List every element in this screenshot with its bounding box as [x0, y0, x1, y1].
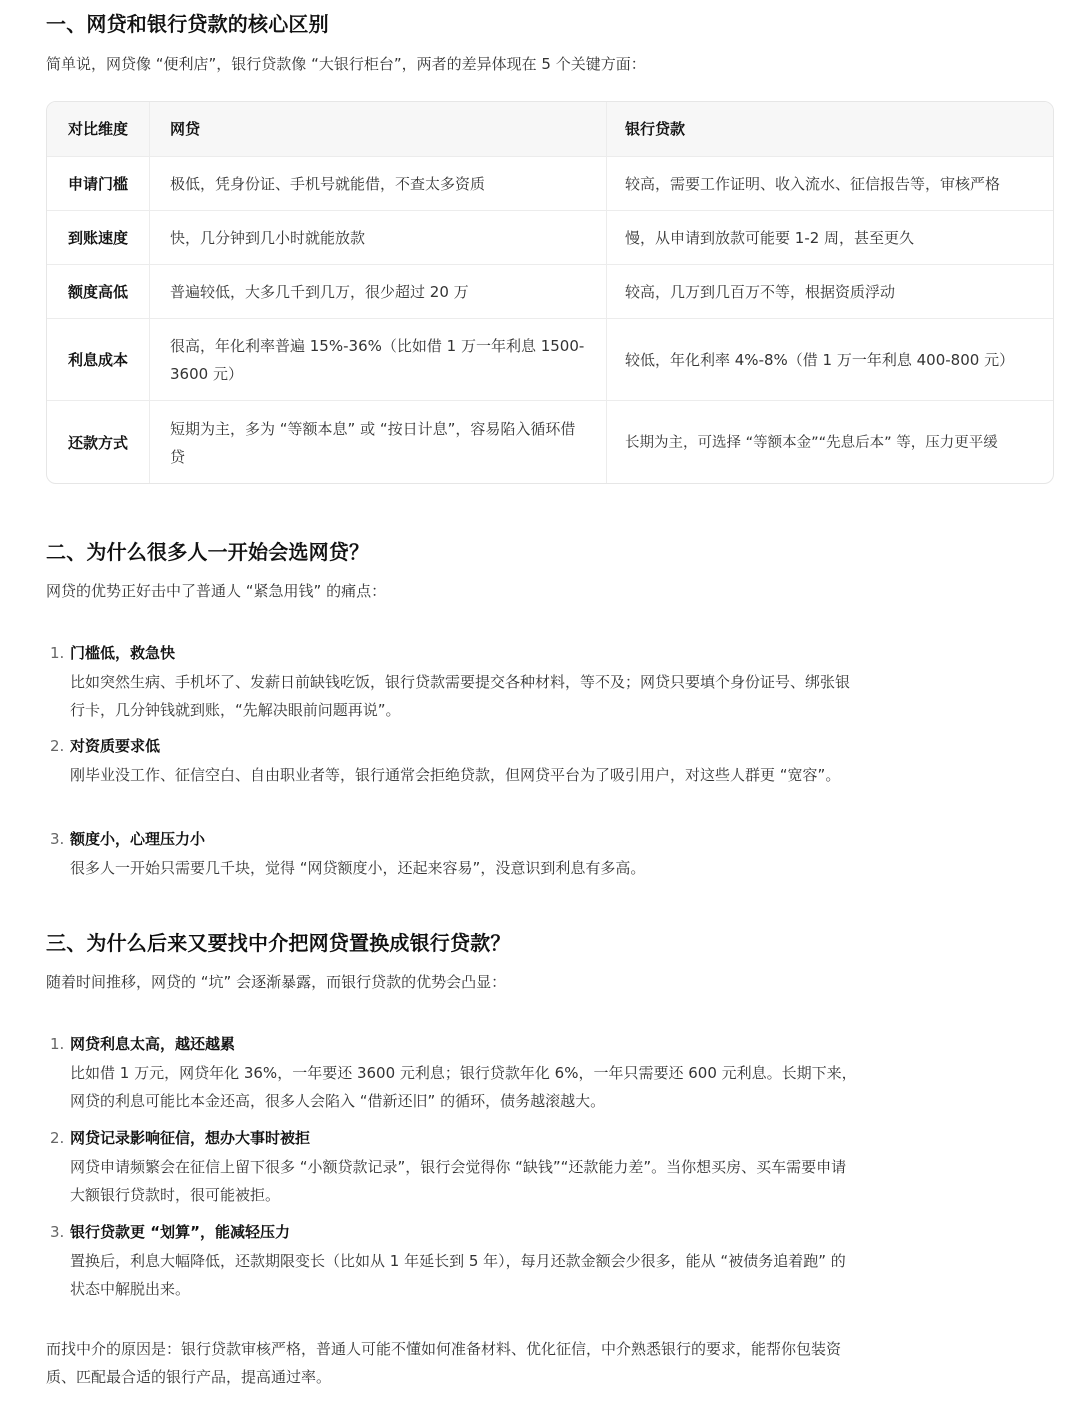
table-row	[47, 264, 1053, 319]
list-item-body: 比如突然生病、手机坏了、发薪日前缺钱吃饭，银行贷款需要提交各种材料，等不及；网贷只要填个身份证号、绑张银行卡，几分钟钱就到账，“先解决眼前问题再说”。	[70, 673, 851, 719]
table-cell-bank-loan: 较高，几万到几百万不等，根据资质浮动	[625, 283, 896, 301]
table-cell-bank-loan: 长期为主，可选择 “等额本金”“先息后本” 等，压力更平缓	[625, 434, 998, 451]
list-item-number: 2.	[50, 1129, 65, 1147]
conclusion-paragraph: 而找中介的原因是：银行贷款审核严格，普通人可能不懂如何准备材料、优化征信，中介熟悉银行的要求，能帮你包装资质、匹配最合适的银行产品，提高通过率。	[46, 1340, 842, 1386]
table-cell-bank-loan: 较低，年化利率 4%-8%（借 1 万一年利息 400-800 元）	[625, 351, 1015, 369]
table-row	[47, 210, 1053, 265]
table-header-online-loan: 网贷	[150, 102, 607, 156]
table-cell-online-loan: 短期为主，多为 “等额本息” 或 “按日计息”，容易陷入循环借贷	[150, 401, 607, 484]
section3-intro: 随着时间推移，网贷的 “坑” 会逐渐暴露，而银行贷款的优势会凸显：	[46, 973, 507, 991]
list-item-number: 2.	[50, 737, 65, 755]
table-cell-dimension: 还款方式	[47, 401, 150, 484]
list-item-title: 对资质要求低	[70, 737, 161, 755]
section1-heading: 一、网贷和银行贷款的核心区别	[46, 12, 329, 36]
list-item-number: 1.	[50, 644, 65, 662]
section2-heading: 二、为什么很多人一开始会选网贷？	[46, 540, 370, 564]
table-cell-bank-loan: 较高，需要工作证明、收入流水、征信报告等，审核严格	[625, 175, 1001, 193]
list-item-body: 置换后，利息大幅降低，还款期限变长（比如从 1 年延长到 5 年），每月还款金额会少很多，能从 “被债务追着跑” 的状态中解脱出来。	[70, 1252, 846, 1298]
table-cell-dimension: 到账速度	[47, 211, 150, 265]
table-cell-dimension: 申请门槛	[47, 157, 150, 211]
section2-intro: 网贷的优势正好击中了普通人 “紧急用钱” 的痛点：	[46, 582, 387, 600]
table-header-bank-loan: 银行贷款	[625, 120, 686, 138]
list-item-title: 银行贷款更 “划算”，能减轻压力	[70, 1223, 290, 1241]
table-cell-online-loan: 快，几分钟到几小时就能放款	[150, 211, 607, 265]
list-item-body: 网贷申请频繁会在征信上留下很多 “小额贷款记录”，银行会觉得你 “缺钱”“还款能力差”。当你想买房、买车需要申请大额银行贷款时，很可能被拒。	[70, 1158, 847, 1204]
table-row	[47, 400, 1053, 484]
list-item-title: 网贷利息太高，越还越累	[70, 1035, 236, 1053]
table-cell-online-loan: 极低，凭身份证、手机号就能借，不查太多资质	[150, 157, 607, 211]
table-row	[47, 318, 1053, 401]
list-item-title: 网贷记录影响征信，想办大事时被拒	[70, 1129, 311, 1147]
table-cell-dimension: 额度高低	[47, 265, 150, 319]
section1-intro: 简单说，网贷像 “便利店”，银行贷款像 “大银行柜台”，两者的差异体现在 5 个关键方面：	[46, 55, 646, 73]
list-item-number: 3.	[50, 830, 65, 848]
comparison-table	[46, 101, 1054, 484]
table-header-row	[47, 102, 1053, 156]
list-item-title: 额度小，心理压力小	[70, 830, 206, 848]
table-row	[47, 156, 1053, 211]
list-item-number: 3.	[50, 1223, 65, 1241]
table-header-dimension: 对比维度	[47, 102, 150, 156]
list-item-body: 比如借 1 万元，网贷年化 36%，一年要还 3600 元利息；银行贷款年化 6%，一年只需要还 600 元利息。长期下来，网贷的利息可能比本金还高，很多人会陷入 “借新还旧” 的循环，债务越滚越大。	[70, 1064, 857, 1110]
table-cell-online-loan: 普遍较低，大多几千到几万，很少超过 20 万	[150, 265, 607, 319]
list-item-body: 很多人一开始只需要几千块，觉得 “网贷额度小，还起来容易”，没意识到利息有多高。	[70, 859, 646, 877]
list-item-body: 刚毕业没工作、征信空白、自由职业者等，银行通常会拒绝贷款，但网贷平台为了吸引用户，对这些人群更 “宽容”。	[70, 766, 841, 784]
section3-heading: 三、为什么后来又要找中介把网贷置换成银行贷款？	[46, 931, 511, 955]
table-cell-online-loan: 很高，年化利率普遍 15%-36%（比如借 1 万一年利息 1500-3600 元）	[150, 319, 607, 401]
list-item-title: 门槛低，救急快	[70, 644, 176, 662]
table-cell-dimension: 利息成本	[47, 319, 150, 401]
list-item-number: 1.	[50, 1035, 65, 1053]
table-cell-bank-loan: 慢，从申请到放款可能要 1-2 周，甚至更久	[625, 229, 915, 247]
